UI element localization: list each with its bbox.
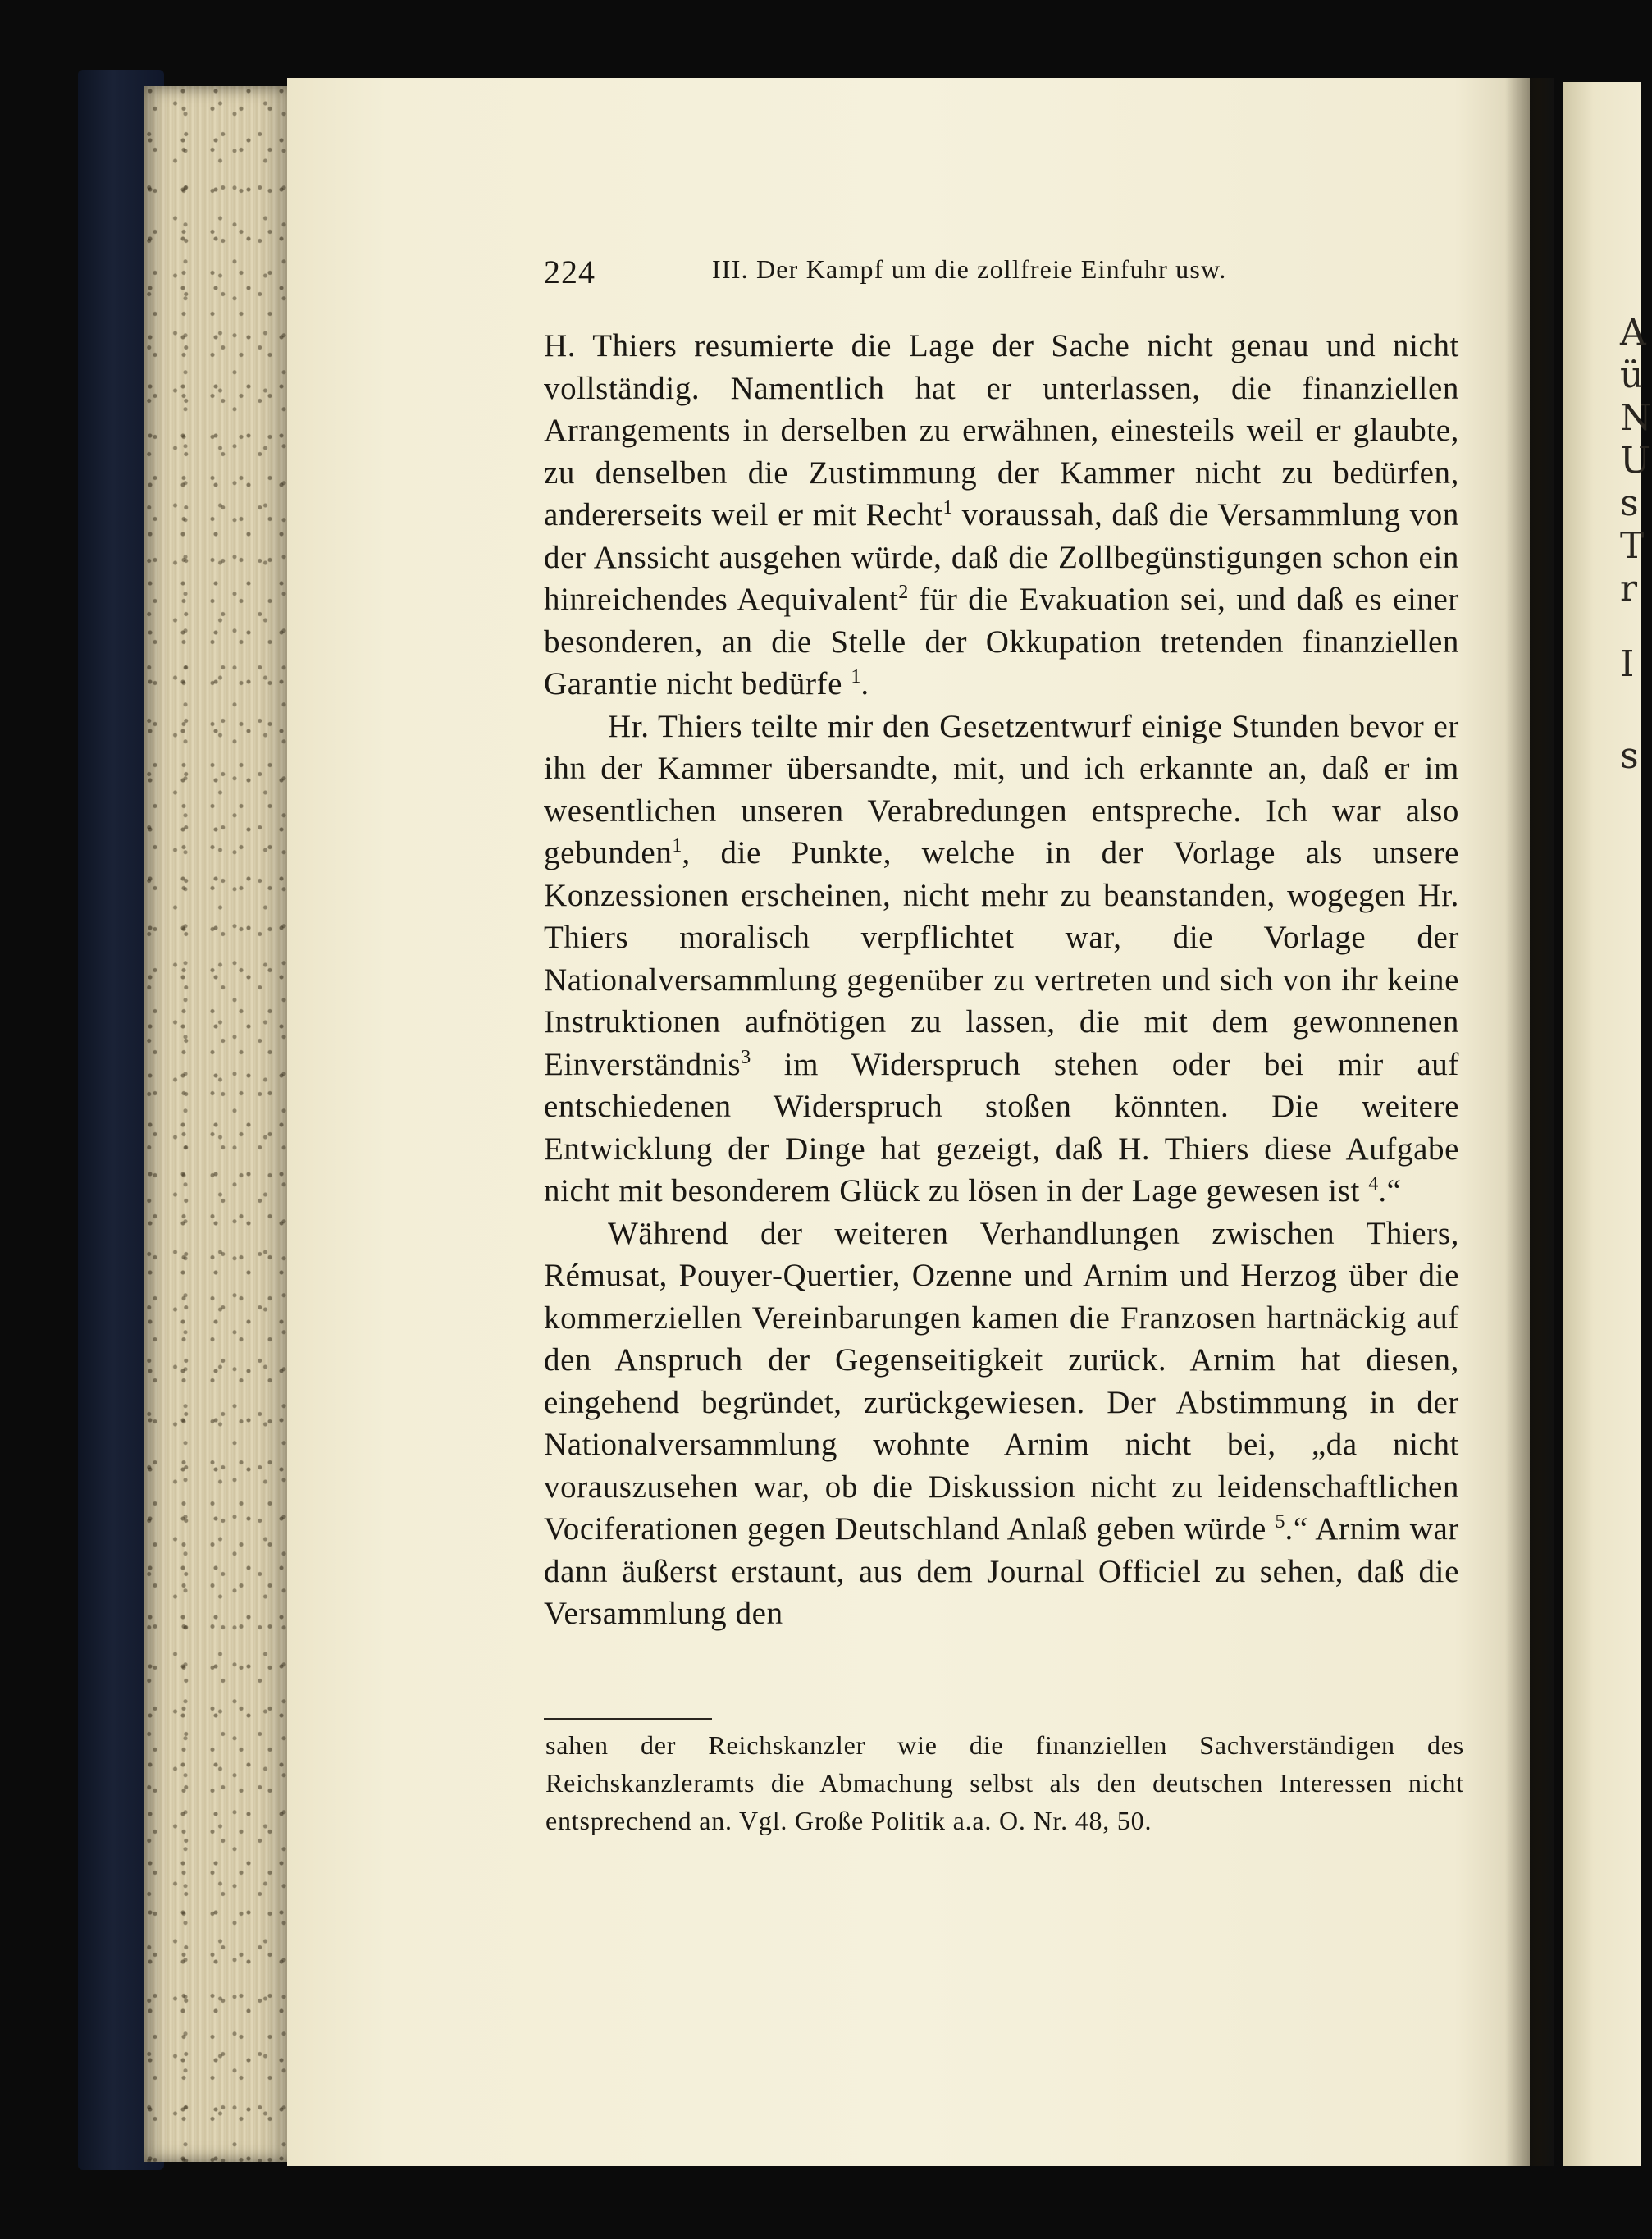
facing-page-letters [1620,312,1652,778]
facing-letter: r [1620,568,1638,610]
footnote-marker: 5 [1275,1511,1285,1533]
facing-letter: T [1620,525,1645,567]
footnote-rule [544,1718,712,1720]
text-run: , die Punkte, welche in der Vorlage als unsere Konzessionen erscheinen, nicht mehr zu beanstanden, wogegen Hr. Thiers moralisch verpflichtet war, die Vorlage der Nationalversammlung gegenüber zu vertreten und sich von ihr keine Instruktionen aufnötigen zu lassen, die mit dem gewonnenen Einverständnis [544,835,1459,1082]
text-run: im Widerspruch stehen oder bei mir auf entschiedenen Widerspruch stoßen könnten. Die weitere Entwicklung der Dinge hat gezeigt, daß H. Thiers diese Aufgabe nicht mit besonderem Glück zu lösen in der Lage gewesen ist [544,1046,1459,1209]
facing-letter: A [1620,312,1646,354]
facing-letter: ü [1620,354,1644,396]
text-run: .“ Arnim war dann äußerst erstaunt, aus dem Journal Officiel zu sehen, daß die Versammlung den [544,1511,1459,1631]
text-run: Hr. Thiers teilte mir den Gesetzentwurf einige Stunden bevor er ihn der Kammer übersandte, mit, und ich erkannte an, daß er im wesentlichen unseren Verabredungen entspreche. Ich war also gebunden [544,708,1459,870]
paragraph [544,1213,1459,1635]
page-number: 224 [544,254,596,290]
footnote-marker: 3 [741,1046,751,1068]
text-run: H. Thiers resumierte die Lage der Sache nicht genau und nicht vollständig. Namentlich hat er unterlassen, die finanziellen Arrangements in derselben zu erwähnen, einesteils weil er glaubte, zu denselben die Zustimmung der Kammer nicht zu bedürfen, andererseits weil er mit Recht [544,328,1459,532]
page-header [544,253,1471,294]
footnote-text: sahen der Reichskanzler wie die finanziellen Sachverständigen des Reichskanzleramts die Abmachung selbst als den deutschen Interessen nicht entsprechend an. Vgl. Große Politik a.a. O. Nr. 48, 50. [545,1730,1464,1835]
running-title: III. Der Kampf um die zollfreie Einfuhr usw. [712,254,1227,284]
gutter-shadow [1505,78,1554,2166]
footnote-marker: 1 [942,497,953,519]
facing-letter: U [1620,440,1651,482]
text-run: für die Evakuation sei, und daß es einer besonderen, an die Stelle der Okkupation tretenden finanziellen Garantie nicht bedürfe [544,582,1459,701]
text-run: voraussah, daß die Versammlung von der Anssicht ausgehen würde, daß die Zollbegünstigungen schon ein hinreichendes Aequivalent [544,497,1459,617]
facing-letter: s [1620,735,1639,777]
footnote-marker: 4 [1368,1173,1379,1195]
facing-letter: N [1620,397,1652,439]
text-run: Während der weiteren Verhandlungen zwischen Thiers, Rémusat, Pouyer-Quertier, Ozenne und Arnim und Herzog über die kommerziellen Vereinbarungen kamen die Franzosen hartnäckig auf den Anspruch der Gegenseitigkeit zurück. Arnim hat diesen, eingehend begründet, zurückgewiesen. Der Abstimmung in der Nationalversammlung wohnte Arnim nicht bei, „da nicht vorauszusehen war, ob die Diskussion nicht zu leidenschaftlichen Vociferationen gegen Deutschland Anlaß geben würde [544,1215,1459,1547]
page-fore-edge [144,86,291,2162]
text-run: .“ [1378,1173,1402,1209]
text-run: . [860,666,869,701]
footnote-marker: 1 [851,666,861,688]
paragraph [544,706,1459,1213]
footnote-marker: 1 [672,835,682,857]
facing-letter: I [1620,643,1635,685]
facing-letter: s [1620,482,1639,524]
paragraph [544,325,1459,706]
footnote-marker: 2 [898,582,909,603]
body-text [544,325,1459,1635]
